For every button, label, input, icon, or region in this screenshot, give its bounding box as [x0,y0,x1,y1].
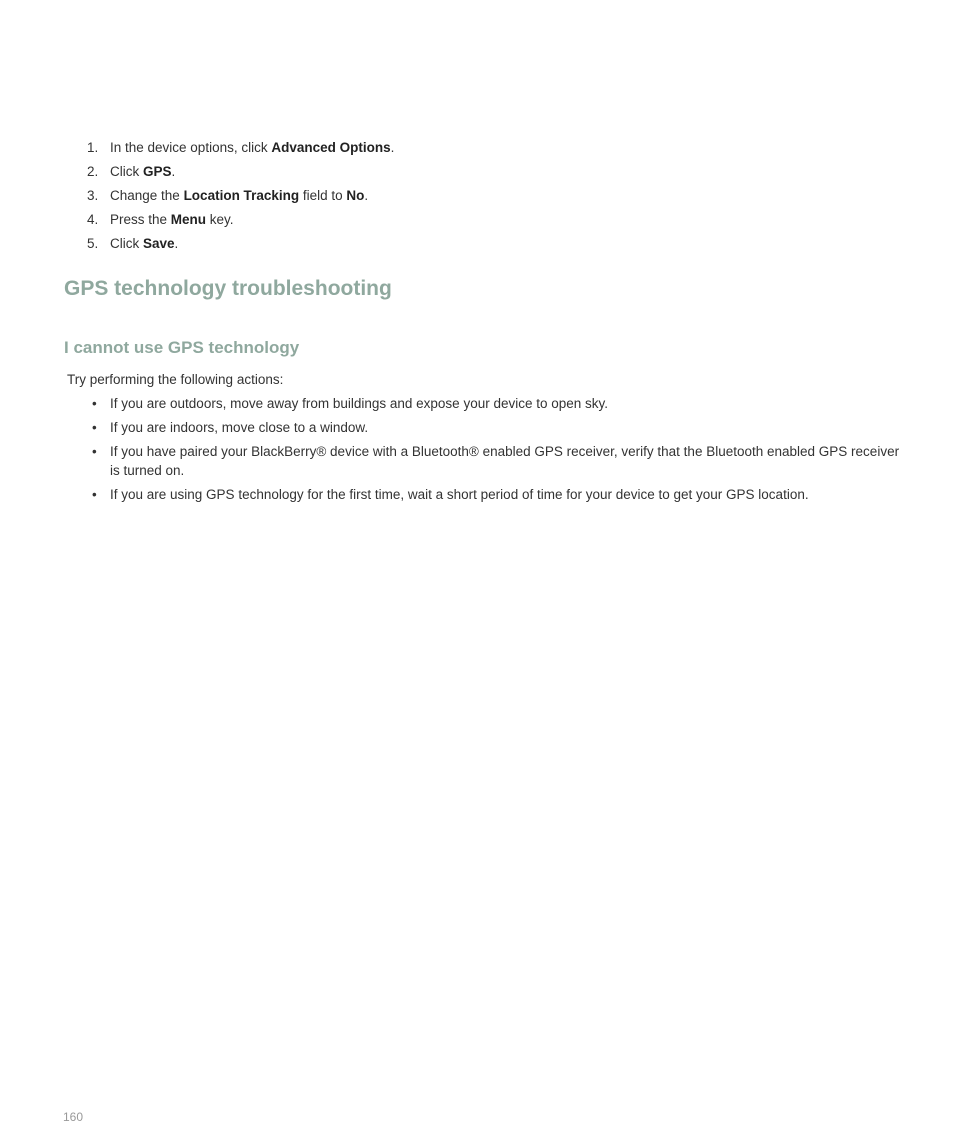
page-number: 160 [63,1110,84,1124]
list-item [92,418,902,437]
step-number: 4. [87,212,99,227]
step-bold: Save [143,236,175,251]
step-number: 2. [87,164,99,179]
step-bold: Menu [170,212,207,227]
subsection-title: I cannot use GPS technology [64,338,300,357]
list-item [92,442,902,480]
bullet-icon: • [92,444,97,459]
step-bold: No [346,188,365,203]
step-text: . [174,236,179,251]
step-text: Click [110,164,143,179]
list-item-text: If you are using GPS technology for the first time, wait a short period of time for your device to get your GPS location. [110,487,809,502]
step-text: . [364,188,369,203]
bullet-icon: • [92,487,97,502]
step-item [87,184,394,208]
list-item [92,485,902,504]
step-text: Click [110,236,143,251]
bullet-icon: • [92,396,97,411]
section-title: GPS technology troubleshooting [64,277,392,300]
step-bold: GPS [143,164,172,179]
actions-list [92,394,902,509]
step-text: key. [206,212,234,227]
step-item [87,208,394,232]
list-item-text: If you are outdoors, move away from buildings and expose your device to open sky. [110,396,609,411]
step-bold: Advanced Options [271,140,391,155]
step-text: . [390,140,395,155]
step-bold: Location Tracking [183,188,300,203]
list-item-text: If you have paired your BlackBerry® device with a Bluetooth® enabled GPS receiver, verify that the Bluetooth enabled GPS receiver is turned on. [110,444,900,478]
step-number: 1. [87,140,99,155]
bullet-icon: • [92,420,97,435]
step-text: . [171,164,176,179]
intro-text: Try performing the following actions: [67,372,284,387]
list-item [92,394,902,413]
step-text: In the device options, click [110,140,272,155]
step-text: Press the [110,212,171,227]
steps-list [87,136,394,256]
step-item [87,160,394,184]
step-item [87,136,394,160]
step-item [87,232,394,256]
step-text: field to [299,188,347,203]
step-number: 5. [87,236,99,251]
list-item-text: If you are indoors, move close to a window. [110,420,369,435]
step-number: 3. [87,188,99,203]
step-text: Change the [110,188,184,203]
